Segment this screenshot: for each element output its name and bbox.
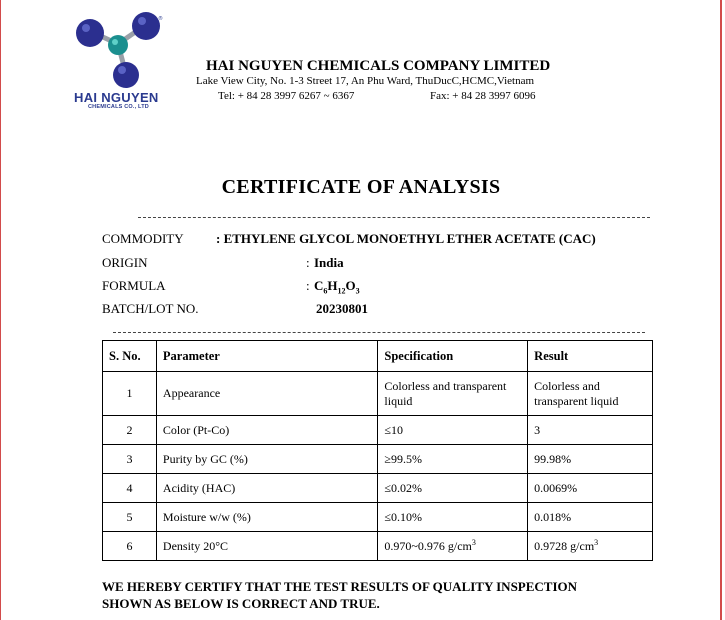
row-parameter: Moisture w/w (%) [156,503,377,532]
formula-label: FORMULA [102,278,166,293]
origin-value: India [314,255,344,270]
analysis-table [102,340,653,561]
row-result: 0.9728 $g/cm^3$ [528,532,653,561]
certification-note-line2: SHOWN AS BELOW IS CORRECT AND TRUE. [102,596,380,611]
header-sno: S. No. [103,341,157,372]
certification-note [102,578,577,612]
table-row [103,416,653,445]
row-result: 0.0069% [528,474,653,503]
row-spec: ≤0.02% [378,474,528,503]
header-result: Result [528,341,653,372]
row-spec: Colorless and transparent liquid [378,372,528,416]
table-header-row [103,341,653,372]
batch-label: BATCH/LOT NO. [102,301,199,316]
table-row [103,474,653,503]
company-address: Lake View City, No. 1-3 Street 17, An Phu Ward, ThuDucC,HCMC,Vietnam [196,75,535,87]
row-sno: 4 [103,474,157,503]
divider-middle [113,332,645,333]
row-spec: ≥99.5% [378,445,528,474]
row-spec: ≤0.10% [378,503,528,532]
row-sno: 6 [103,532,157,561]
commodity-value: : ETHYLENE GLYCOL MONOETHYL ETHER ACETATE (CAC) [216,231,596,246]
formula-separator: : [306,278,310,293]
table-row [103,445,653,474]
row-parameter: Density 20°C [156,532,377,561]
header-parameter: Parameter [156,341,377,372]
svg-text:®: ® [158,16,163,22]
row-sno: 1 [103,372,157,416]
company-fax: Fax: + 84 28 3997 6096 [430,90,536,102]
row-spec: 0.970~0.976 $g/cm^3$ [378,532,528,561]
table-row [103,372,653,416]
row-parameter: Appearance [156,372,377,416]
commodity-label: COMMODITY [102,231,184,246]
origin-label: ORIGIN [102,255,148,270]
row-result: 3 [528,416,653,445]
table-row [103,503,653,532]
row-result: 0.018% [528,503,653,532]
certification-note-line1: WE HEREBY CERTIFY THAT THE TEST RESULTS OF QUALITY INSPECTION [102,579,578,594]
company-name: HAI NGUYEN CHEMICALS COMPANY LIMITED [206,58,551,74]
header-specification: Specification [378,341,528,372]
row-spec: ≤10 [378,416,528,445]
row-parameter: Color (Pt-Co) [156,416,377,445]
logo-text: HAI NGUYEN [74,90,159,105]
table-row [103,532,653,561]
row-parameter: Acidity (HAC) [156,474,377,503]
origin-separator: : [306,255,310,270]
company-tel: Tel: + 84 28 3997 6267 ~ 6367 [218,90,355,102]
document-title: CERTIFICATE OF ANALYSIS [221,176,501,198]
row-result: Colorless and transparent liquid [528,372,653,416]
logo-subtext: CHEMICALS CO., LTD [88,104,149,110]
row-parameter: Purity by GC (%) [156,445,377,474]
row-sno: 5 [103,503,157,532]
row-sno: 3 [103,445,157,474]
divider-top [138,217,650,218]
row-result: 99.98% [528,445,653,474]
row-sno: 2 [103,416,157,445]
batch-value: 20230801 [316,301,368,316]
formula-value: $C_6H_{12}O_3$ [314,278,360,296]
